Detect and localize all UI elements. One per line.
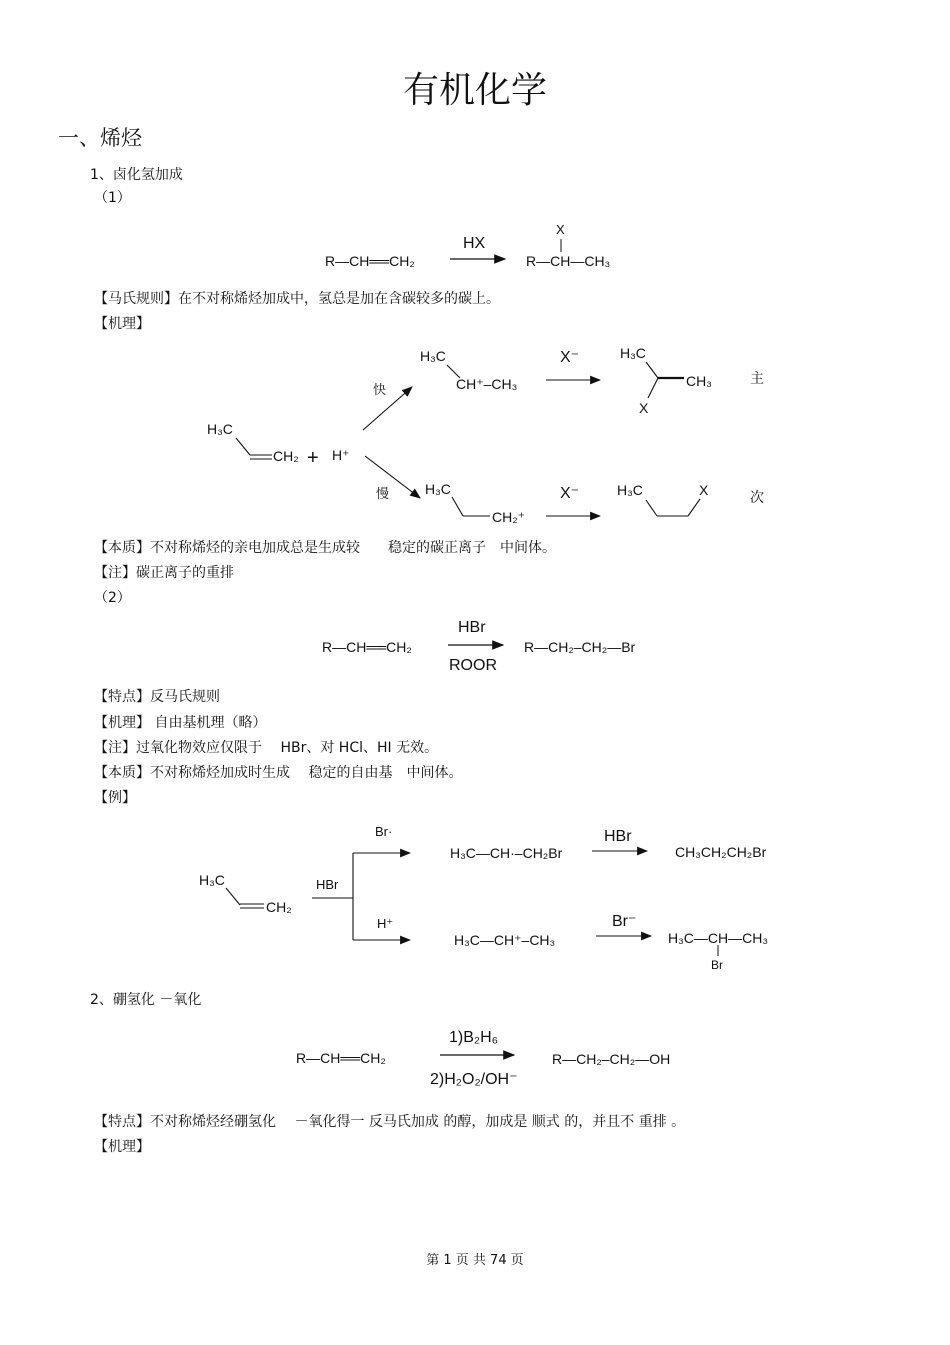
m1-x-reagent-2: X⁻ bbox=[560, 485, 580, 502]
m1-slow-arrow bbox=[365, 456, 420, 498]
r2-reagent-bottom: ROOR bbox=[449, 657, 497, 674]
m1-plus: + bbox=[307, 447, 319, 469]
m1-major: 主 bbox=[750, 370, 764, 386]
ex-product-2-br: Br bbox=[711, 958, 723, 972]
essence-2: 【本质】不对称烯烃加成时生成 稳定的自由基 中间体。 bbox=[94, 765, 463, 781]
r1-reagent: HX bbox=[463, 235, 486, 252]
r3-reagent-top: 1)B₂H₆ bbox=[449, 1029, 499, 1046]
ex-reagent-2: Br⁻ bbox=[612, 913, 637, 930]
m1-cation2-bond-a bbox=[452, 497, 463, 516]
m1-prod2-ch3: H₃C bbox=[617, 482, 643, 498]
feature-2: 【特点】反马氏规则 bbox=[94, 689, 220, 705]
m1-cation2: CH₂⁺ bbox=[492, 509, 526, 525]
r1-product: R—CH—CH₃ bbox=[526, 253, 611, 269]
ex-bond-1 bbox=[226, 888, 240, 905]
subheading-hydroboration: 2、硼氢化 －氧化 bbox=[90, 992, 202, 1008]
m1-bond-1 bbox=[236, 438, 250, 455]
m1-prod1-x: X bbox=[639, 400, 649, 416]
note-2: 【注】过氧化物效应仅限于 HBr、对 HCl、HI 无效。 bbox=[94, 740, 439, 756]
m1-slow: 慢 bbox=[376, 486, 390, 501]
m1-cation2-ch3: H₃C bbox=[425, 481, 451, 497]
m1-prod1-bond-c bbox=[648, 378, 658, 398]
ex-reagent: HBr bbox=[316, 877, 339, 892]
ex-reagent-1: HBr bbox=[604, 828, 632, 845]
r1-product-x: X bbox=[556, 222, 565, 237]
reaction-hx-addition bbox=[325, 222, 610, 269]
subheading-hydrohalogenation: 1、卤化氢加成 bbox=[90, 167, 183, 183]
reaction-anti-markovnikov bbox=[322, 619, 636, 674]
feature-3: 【特点】不对称烯烃经硼氢化 －氧化得一 反马氏加成 的醇，加成是 顺式 的，并且不 重排 。 bbox=[94, 1114, 686, 1130]
note-1: 【注】碳正离子的重排 bbox=[94, 565, 234, 581]
m1-x-reagent-1: X⁻ bbox=[560, 349, 580, 366]
example-propene-hbr bbox=[199, 824, 768, 972]
r1-reactant: R—CH══CH₂ bbox=[325, 253, 415, 269]
m1-cation1-ch3: H₃C bbox=[420, 348, 446, 364]
page-title: 有机化学 bbox=[402, 70, 547, 111]
example-label: 【例】 bbox=[94, 790, 136, 806]
m1-fast-arrow bbox=[363, 387, 412, 430]
part-label-1: （1） bbox=[94, 190, 131, 206]
m1-prod1-bond-a bbox=[646, 362, 658, 378]
m1-prod2-bond-c bbox=[688, 499, 700, 516]
m1-fast: 快 bbox=[373, 382, 387, 397]
reaction-hydroboration bbox=[296, 1029, 670, 1088]
mechanism-label-2: 【机理】 自由基机理（略） bbox=[94, 715, 267, 731]
m1-minor: 次 bbox=[750, 489, 764, 505]
mechanism-label-3: 【机理】 bbox=[94, 1139, 150, 1155]
m1-prod2-x: X bbox=[699, 482, 709, 498]
ex-start-ch2: CH₂ bbox=[266, 899, 292, 915]
r2-product: R—CH₂–CH₂—Br bbox=[524, 639, 636, 655]
r3-reagent-bottom: 2)H₂O₂/OH⁻ bbox=[430, 1071, 518, 1088]
m1-start-ch2: CH₂ bbox=[273, 448, 299, 464]
essence-1: 【本质】不对称烯烃的亲电加成总是生成较 稳定的碳正离子 中间体。 bbox=[94, 540, 556, 556]
section-heading-alkenes: 一、烯烃 bbox=[58, 126, 142, 150]
r2-reagent-top: HBr bbox=[458, 619, 486, 636]
m1-prod1-ch3-top: H₃C bbox=[620, 345, 646, 361]
ex-intermediate-cation: H₃C—CH⁺–CH₃ bbox=[454, 932, 556, 948]
r2-reactant: R—CH══CH₂ bbox=[322, 639, 412, 655]
r3-reactant: R—CH══CH₂ bbox=[296, 1050, 386, 1066]
r3-product: R—CH₂–CH₂—OH bbox=[552, 1051, 671, 1067]
m1-prod2-bond-a bbox=[646, 500, 657, 516]
m1-proton: H⁺ bbox=[332, 447, 350, 463]
ex-radical: Br· bbox=[375, 824, 393, 839]
markovnikov-rule: 【马氏规则】在不对称烯烃加成中，氢总是加在含碳较多的碳上。 bbox=[94, 291, 500, 307]
m1-prod1-ch3: CH₃ bbox=[686, 373, 712, 389]
m1-cation1: CH⁺–CH₃ bbox=[456, 376, 518, 392]
ex-proton: H⁺ bbox=[377, 916, 394, 931]
ex-intermediate-radical: H₃C—CH·–CH₂Br bbox=[450, 845, 563, 861]
mechanism-carbocation bbox=[207, 345, 764, 525]
mechanism-label-1: 【机理】 bbox=[94, 316, 150, 332]
ex-product-1: CH₃CH₂CH₂Br bbox=[675, 844, 767, 860]
ex-start-ch3: H₃C bbox=[199, 872, 225, 888]
m1-start-ch3: H₃C bbox=[207, 421, 233, 437]
part-label-2: （2） bbox=[94, 590, 131, 606]
page-footer: 第 1 页 共 74 页 bbox=[426, 1253, 524, 1268]
ex-product-2: H₃C—CH—CH₃ bbox=[668, 930, 769, 946]
